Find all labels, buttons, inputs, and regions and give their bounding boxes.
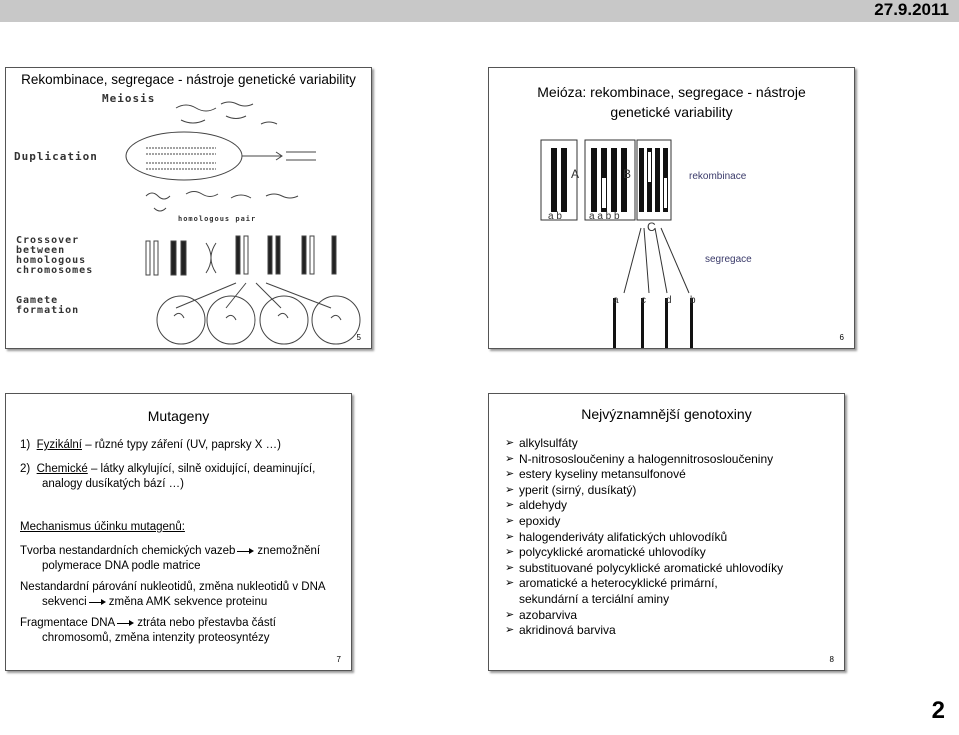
slide-8 <box>488 393 845 671</box>
mech-3-c: chromosomů, změna intenzity proteosyntézy <box>42 632 270 644</box>
slide-title-line1: Meióza: rekombinace, segregace - nástroje <box>537 84 806 100</box>
item-2-prefix: 2) <box>20 463 37 475</box>
crossover-label: Crossover between homologous chromosomes <box>16 235 94 276</box>
mech-1-a: Tvorba nestandardních chemických vazeb <box>20 545 236 557</box>
item-1-term: Fyzikální <box>36 439 82 451</box>
mechanism-heading: Mechanismus účinku mutagenů: <box>20 521 185 533</box>
mech-2-b: sekvenci <box>42 596 87 608</box>
mechanism-1 <box>20 544 320 574</box>
mech-3-b: ztráta nebo přestavba částí <box>137 617 276 629</box>
recombination-diagram <box>489 128 854 348</box>
slide-title-line2: genetické variability <box>610 104 733 120</box>
slide-6 <box>488 67 855 349</box>
mech-3-a: Fragmentace DNA <box>20 617 116 629</box>
header-bar <box>0 0 959 22</box>
label-a: a <box>613 295 619 306</box>
item-1-text: – různé typy záření (UV, paprsky X …) <box>82 439 281 451</box>
label-ab: a b <box>548 211 562 222</box>
item-1-prefix: 1) <box>20 439 37 451</box>
mech-2-c: změna AMK sekvence proteinu <box>108 596 268 608</box>
list-item: ➢ akridinová barviva <box>505 623 783 639</box>
slide-title: Mutageny <box>147 408 210 424</box>
slide-5 <box>5 67 372 349</box>
label-A: A <box>571 167 580 181</box>
label-aabb: a a b b <box>589 211 620 222</box>
slide-7 <box>5 393 352 671</box>
mutagen-item-2 <box>20 462 315 492</box>
slide-title: Rekombinace, segregace - nástroje genetické variability <box>21 72 356 87</box>
item-2-term: Chemické <box>36 463 88 475</box>
arrow-icon <box>89 599 107 605</box>
meiosis-label: Meiosis <box>102 92 156 105</box>
item-2-line2: analogy dusíkatých bází …) <box>42 478 184 490</box>
arrow-icon <box>237 548 255 554</box>
label-b: b <box>690 295 696 306</box>
label-c: c <box>641 295 646 306</box>
label-rekombinace: rekombinace <box>689 171 747 182</box>
slide-number: 8 <box>829 655 834 664</box>
genotoxin-list <box>505 436 783 639</box>
list-item: ➢ polycyklické aromatické uhlovodíky <box>505 545 783 561</box>
label-B: B <box>623 167 632 181</box>
item-2-text: – látky alkylující, silně oxidující, deaminující, <box>87 463 316 475</box>
label-d: d <box>666 295 672 306</box>
mech-2-a: Nestandardní párování nukleotidů, změna nukleotidů v DNA <box>20 581 326 593</box>
list-item: ➢ substituované polycyklické aromatické uhlovodíky <box>505 561 783 577</box>
slide-title: Nejvýznamnější genotoxiny <box>581 406 752 422</box>
label-segregace: segregace <box>705 254 752 265</box>
list-item: ➢ azobarviva <box>505 608 783 624</box>
duplication-label: Duplication <box>14 150 98 163</box>
mech-1-b: znemožnění <box>257 545 321 557</box>
mechanism-3 <box>20 616 276 646</box>
arrow-icon <box>117 620 135 626</box>
gamete-label: Gamete formation <box>16 295 80 316</box>
list-item: ➢ halogenderiváty alifatických uhlovodíků <box>505 530 783 546</box>
list-item: ➢ yperit (sirný, dusíkatý) <box>505 483 783 499</box>
meiosis-sketch <box>6 68 371 348</box>
slide-number: 6 <box>839 333 844 342</box>
mutagen-item-1 <box>20 438 281 453</box>
slide-number: 5 <box>356 333 361 342</box>
page-number: 2 <box>931 697 945 724</box>
homologous-pair-label: homologous pair <box>178 215 257 223</box>
mechanism-2 <box>20 580 326 610</box>
list-item: ➢ epoxidy <box>505 514 783 530</box>
header-date: 27.9.2011 <box>874 0 949 19</box>
list-item: ➢ estery kyseliny metansulfonové <box>505 467 783 483</box>
list-item: ➢ aromatické a heterocyklické primární, <box>505 576 783 592</box>
mech-1-c: polymerace DNA podle matrice <box>42 560 201 572</box>
label-C: C <box>647 220 656 234</box>
list-item: ➢ alkylsulfáty <box>505 436 783 452</box>
slide-number: 7 <box>336 655 341 664</box>
list-item: ➢ aldehydy <box>505 498 783 514</box>
list-item-continuation: sekundární a terciální aminy <box>519 591 670 606</box>
list-item: ➢ N-nitrososloučeniny a halogennitrososloučeniny <box>505 452 783 468</box>
